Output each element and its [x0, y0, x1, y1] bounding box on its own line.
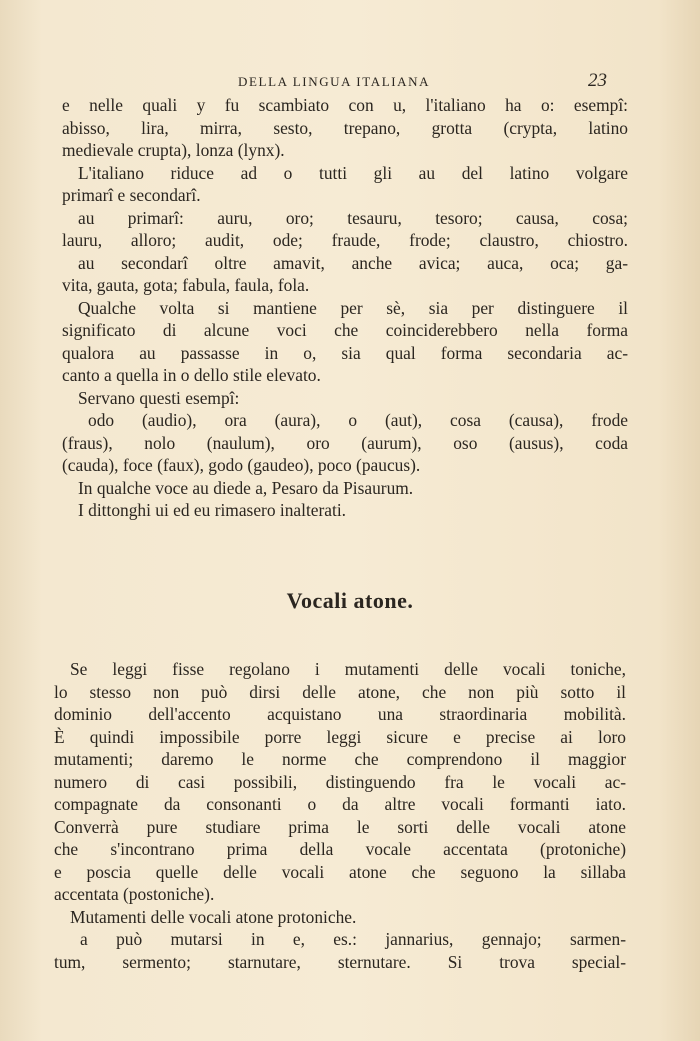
running-head — [0, 70, 700, 96]
page-number: 23 — [588, 70, 607, 91]
text-line: lauru, alloro; audit, ode; fraude, frode; claustro, chiostro. — [62, 230, 628, 250]
text-line: mutamenti; daremo le norme che comprendono il maggior — [54, 749, 626, 769]
text-line: significato di alcune voci che coinciderebbero nella forma — [62, 320, 628, 340]
text-line: (cauda), foce (faux), godo (gaudeo), poco (paucus). — [62, 455, 421, 475]
text-line: abisso, lira, mirra, sesto, trepano, grotta (crypta, latino — [62, 117, 628, 138]
running-title: DELLA LINGUA ITALIANA — [238, 74, 431, 89]
paragraph-block-dittonghi — [62, 94, 628, 522]
text-line: Qualche volta si mantiene per sè, sia per distinguere il — [78, 297, 628, 318]
text-line: qualora au passasse in o, sia qual forma secondaria ac- — [62, 342, 628, 363]
text-line: L'italiano riduce ad o tutti gli au del latino volgare — [78, 162, 628, 183]
text-line: tum, sermento; starnutare, sternutare. Si trova special- — [54, 951, 626, 972]
text-line: compagnate da consonanti o da altre vocali formanti iato. — [54, 794, 626, 814]
text-line: e poscia quelle delle vocali atone che seguono la sillaba — [54, 861, 626, 882]
text-line: Servano questi esempî: — [78, 387, 240, 408]
text-line: odo (audio), ora (aura), o (aut), cosa (causa), frode — [88, 410, 628, 430]
text-line: accentata (postoniche). — [54, 884, 215, 904]
text-line: primarî e secondarî. — [62, 185, 201, 205]
text-line: Se leggi fisse regolano i mutamenti delle vocali toniche, — [70, 659, 626, 679]
text-line: dominio dell'accento acquistano una straordinaria mobilità. — [54, 704, 626, 724]
text-line: In qualche voce au diede a, Pesaro da Pisaurum. — [78, 477, 414, 498]
text-line: Converrà pure studiare prima le sorti delle vocali atone — [54, 816, 626, 837]
text-line: vita, gauta, gota; fabula, faula, fola. — [62, 275, 310, 295]
text-line: È quindi impossibile porre leggi sicure e precise ai loro — [54, 726, 626, 747]
text-line: Mutamenti delle vocali atone protoniche. — [70, 906, 357, 927]
section-heading: Vocali atone. — [286, 588, 414, 613]
text-line: e nelle quali y fu scambiato con u, l'italiano ha o: esempî: — [62, 95, 628, 115]
text-line: canto a quella in o dello stile elevato. — [62, 365, 321, 385]
text-line: I dittonghi ui ed eu rimasero inalterati. — [78, 500, 347, 520]
text-line: au secondarî oltre amavit, anche avica; auca, oca; ga- — [78, 252, 628, 273]
text-line: numero di casi possibili, distinguendo fra le vocali ac- — [54, 771, 626, 792]
text-line: a può mutarsi in e, es.: jannarius, gennajo; sarmen- — [80, 929, 626, 949]
text-line: che s'incontrano prima della vocale accentata (protoniche) — [54, 839, 626, 859]
paragraph-block-vocali-atone — [54, 658, 626, 973]
text-line: lo stesso non può dirsi delle atone, che non più sotto il — [54, 681, 626, 702]
text-line: medievale crupta), lonza (lynx). — [62, 140, 285, 160]
text-line: (fraus), nolo (naulum), oro (aurum), oso (ausus), coda — [62, 432, 628, 453]
text-line: au primarî: auru, oro; tesauru, tesoro; causa, cosa; — [78, 207, 628, 228]
